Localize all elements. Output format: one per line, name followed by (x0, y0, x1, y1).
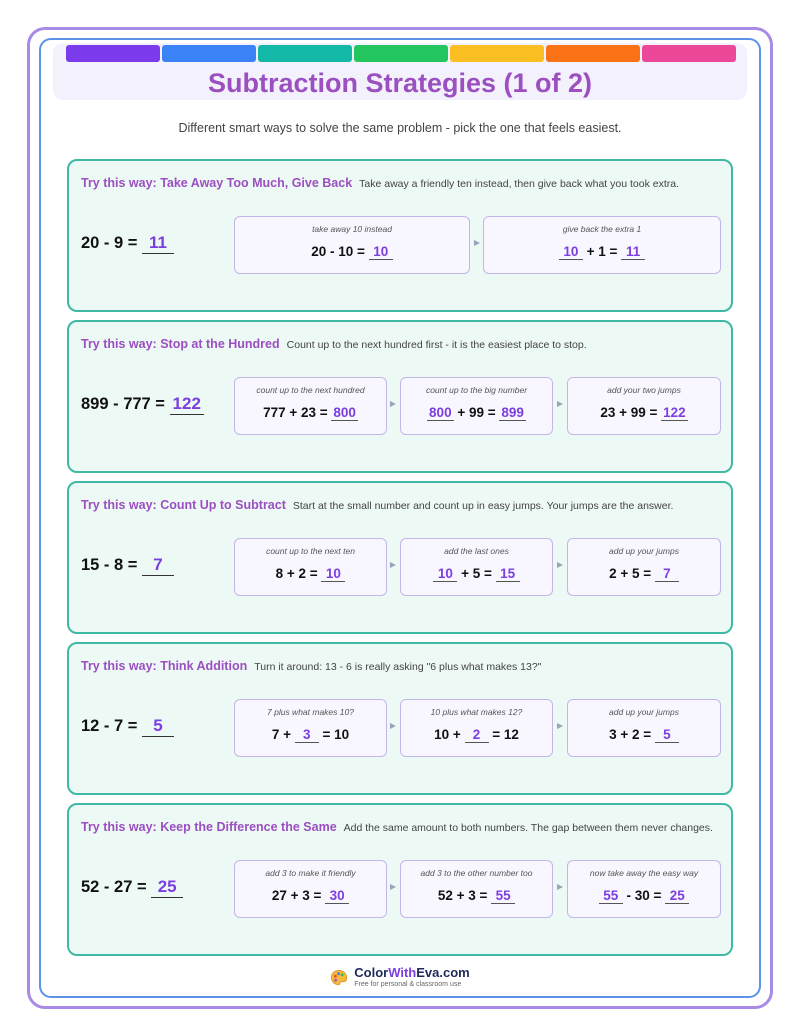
section-title: Try this way: Count Up to Subtract (81, 498, 286, 512)
step-hint: take away 10 instead (312, 224, 392, 234)
strategy-section-count-up (67, 481, 733, 634)
strategy-section-keep-difference (67, 803, 733, 956)
problem-equation: 20 - 9 = (81, 234, 138, 252)
step-hint: count up to the next ten (266, 546, 355, 556)
step-hint: add the last ones (444, 546, 509, 556)
step-box (234, 377, 387, 435)
step-blank: 10 (369, 244, 393, 260)
rainbow-segment (258, 45, 352, 62)
problem-equation: 15 - 8 = (81, 556, 138, 574)
problem-equation: 899 - 777 = (81, 395, 165, 413)
step-box (567, 699, 721, 757)
step-hint: count up to the big number (425, 385, 528, 395)
step-text: = 10 (322, 727, 350, 742)
step-equation (401, 405, 552, 421)
step-blank: 122 (663, 405, 686, 420)
step-hint: count up to the next hundred (256, 385, 365, 395)
step-box (234, 216, 470, 274)
palette-icon (330, 969, 348, 987)
problem (81, 716, 174, 737)
brand-name (354, 966, 469, 980)
step-equation (568, 888, 720, 904)
step-equation (235, 566, 386, 582)
rainbow-segment (642, 45, 736, 62)
brand-logo (330, 966, 469, 989)
step-blank: 2 (465, 727, 489, 743)
step-equation (568, 566, 720, 582)
step-blank: 3 (295, 727, 319, 743)
arrow-icon (557, 723, 563, 729)
step-text: + 5 = (461, 566, 492, 581)
step-text: + 1 = (586, 244, 618, 259)
step-box (400, 860, 553, 918)
arrow-icon (390, 562, 396, 568)
step-blank: 55 (491, 888, 515, 904)
arrow-icon (390, 884, 396, 890)
step-equation (235, 405, 386, 421)
step-box (234, 699, 387, 757)
answer-blank: 122 (170, 394, 204, 415)
step-blank: 25 (665, 888, 689, 904)
step-blank: 55 (599, 888, 623, 904)
problem-equation: 52 - 27 = (81, 878, 147, 896)
step-blank: 10 (433, 566, 457, 582)
section-header (81, 335, 587, 353)
strategy-section-think-addition (67, 642, 733, 795)
answer-blank: 25 (151, 877, 183, 898)
strategy-section-stop-at-hundred (67, 320, 733, 473)
step-blank: 10 (321, 566, 345, 582)
step-blank: 15 (496, 566, 520, 582)
step-equation (235, 888, 386, 904)
step-text: 23 + 99 = (600, 405, 658, 420)
step-text: 7 + (271, 727, 291, 742)
step-hint: add 3 to make it friendly (265, 868, 356, 878)
step-blank: 7 (655, 566, 679, 582)
section-title: Try this way: Keep the Difference the Same (81, 820, 337, 834)
step-hint: add up your jumps (609, 546, 679, 556)
section-description: Count up to the next hundred first - it is the easiest place to stop. (286, 339, 587, 351)
page-title: Subtraction Strategies (1 of 2) (207, 68, 593, 98)
section-description: Take away a friendly ten instead, then give back what you took extra. (359, 178, 680, 190)
step-text: 52 + 3 = (437, 888, 488, 903)
section-header (81, 496, 673, 514)
step-blank: 800 (429, 405, 452, 420)
answer-blank: 7 (142, 555, 174, 576)
step-blank: 11 (621, 244, 645, 260)
rainbow-segment (546, 45, 640, 62)
step-text: = 12 (492, 727, 519, 742)
step-equation (401, 566, 552, 582)
brand-text (354, 966, 469, 989)
step-text: - 30 = (626, 888, 662, 903)
brand-tagline: Free for personal & classroom use (354, 981, 462, 988)
rainbow-segment (450, 45, 544, 62)
arrow-icon (557, 884, 563, 890)
step-text: 3 + 2 = (609, 727, 652, 742)
answer-blank: 5 (142, 716, 174, 737)
step-equation (401, 888, 552, 904)
step-equation (484, 244, 720, 260)
brand-part: Eva (416, 965, 440, 980)
section-description: Add the same amount to both numbers. The gap between them never changes. (343, 822, 713, 834)
step-text: 777 + 23 = (263, 405, 328, 420)
step-box (234, 860, 387, 918)
brand-part: With (388, 965, 417, 980)
answer-blank: 11 (142, 233, 174, 254)
problem (81, 555, 174, 576)
step-hint: add up your jumps (609, 707, 679, 717)
step-box (234, 538, 387, 596)
step-hint: 10 plus what makes 12? (430, 707, 523, 717)
arrow-icon (390, 401, 396, 407)
section-title: Try this way: Think Addition (81, 659, 248, 673)
section-header (81, 174, 679, 192)
step-hint: give back the extra 1 (562, 224, 642, 234)
step-hint: 7 plus what makes 10? (267, 707, 354, 717)
step-equation (401, 727, 552, 743)
problem (81, 233, 174, 254)
section-header (81, 657, 541, 675)
section-description: Turn it around: 13 - 6 is really asking "6 plus what makes 13?" (254, 661, 542, 673)
section-header (81, 818, 713, 836)
arrow-icon (474, 240, 480, 246)
step-blank: 30 (325, 888, 349, 904)
section-title: Try this way: Stop at the Hundred (81, 337, 280, 351)
step-equation (568, 727, 720, 743)
step-blank: 899 (501, 405, 524, 420)
step-box (567, 860, 721, 918)
step-box (400, 699, 553, 757)
step-equation (235, 244, 469, 260)
step-blank: 5 (655, 727, 679, 743)
rainbow-bar (66, 45, 736, 62)
problem (81, 877, 183, 898)
step-box (567, 538, 721, 596)
step-box (483, 216, 721, 274)
arrow-icon (557, 562, 563, 568)
step-equation (568, 405, 720, 421)
step-box (567, 377, 721, 435)
step-text: 8 + 2 = (275, 566, 318, 581)
rainbow-segment (162, 45, 256, 62)
problem (81, 394, 204, 415)
section-description: Start at the small number and count up in easy jumps. Your jumps are the answer. (292, 500, 674, 512)
step-hint: add 3 to the other number too (420, 868, 533, 878)
step-hint: add your two jumps (607, 385, 681, 395)
brand-part: .com (439, 965, 470, 980)
step-text: + 99 = (457, 405, 496, 420)
footer (0, 966, 800, 992)
rainbow-segment (66, 45, 160, 62)
step-text: 2 + 5 = (609, 566, 652, 581)
step-text: 20 - 10 = (311, 244, 365, 259)
step-box (400, 377, 553, 435)
page-subtitle: Different smart ways to solve the same problem - pick the one that feels easiest. (178, 121, 622, 135)
section-title: Try this way: Take Away Too Much, Give Back (81, 176, 353, 190)
brand-part: Color (354, 965, 389, 980)
step-blank: 800 (333, 405, 356, 420)
arrow-icon (390, 723, 396, 729)
rainbow-segment (354, 45, 448, 62)
step-hint: now take away the easy way (589, 868, 699, 878)
step-text: 27 + 3 = (271, 888, 322, 903)
strategy-section-take-away (67, 159, 733, 312)
step-equation (235, 727, 386, 743)
step-text: 10 + (434, 727, 461, 742)
step-box (400, 538, 553, 596)
step-blank: 10 (559, 244, 583, 260)
arrow-icon (557, 401, 563, 407)
problem-equation: 12 - 7 = (81, 717, 138, 735)
